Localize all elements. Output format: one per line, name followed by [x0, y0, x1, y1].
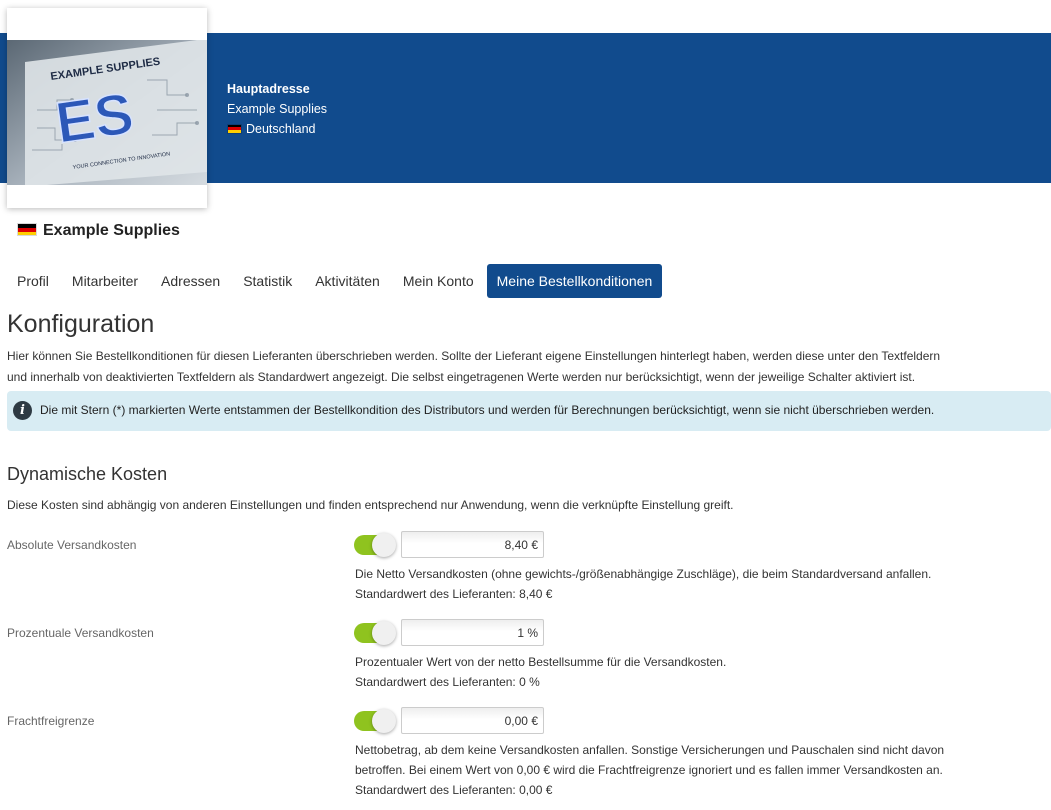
frachtfreigrenze-input[interactable]	[401, 707, 544, 734]
toggle-knob	[372, 709, 396, 733]
prozentuale-versandkosten-toggle[interactable]	[354, 623, 394, 643]
help-line: Standardwert des Lieferanten: 0 %	[355, 675, 540, 689]
section-description: Diese Kosten sind abhängig von anderen Einstellungen und finden entsprechend nur Anwendung, wenn die verknüpfte Einstellung greift.	[7, 498, 734, 512]
absolute-versandkosten-input[interactable]	[401, 531, 544, 558]
config-intro-line: und innerhalb von deaktivierten Textfeldern als Standardwert angezeigt. Die selbst eingetragenen Werte werden nur berücksichtigt, wenn der jeweilige Schalter aktiviert ist.	[7, 370, 916, 384]
company-name: Example Supplies	[43, 222, 180, 239]
germany-flag-icon	[17, 223, 37, 236]
help-line: Prozentualer Wert von der netto Bestellsumme für die Versandkosten.	[355, 655, 727, 669]
config-intro-line: Hier können Sie Bestellkonditionen für diesen Lieferanten überschrieben werden. Sollte der Lieferant eigene Einstellungen hinterlegt haben, werden diese unter den Textfeldern	[7, 349, 941, 363]
help-line: betroffen. Bei einem Wert von 0,00 € wird die Frachtfreigrenze ignoriert und es fallen immer Versandkosten an.	[355, 763, 943, 777]
supplier-tabs	[7, 264, 665, 298]
absolute-versandkosten-toggle[interactable]	[354, 535, 394, 555]
help-line: Nettobetrag, ab dem keine Versandkosten anfallen. Sonstige Versicherungen und Pauschalen sind nicht davon	[355, 743, 945, 757]
help-line: Standardwert des Lieferanten: 8,40 €	[355, 587, 553, 601]
logo-monogram: ES	[51, 80, 138, 156]
tab-mein-konto[interactable]: Mein Konto	[402, 273, 474, 289]
info-icon: i	[13, 401, 32, 420]
help-line: Die Netto Versandkosten (ohne gewichts-/größenabhängige Zuschläge), die beim Standardversand anfallen.	[355, 567, 932, 581]
address-country: Deutschland	[246, 122, 316, 136]
company-title	[17, 222, 180, 240]
address-country-line	[227, 119, 327, 139]
prozentuale-versandkosten-input[interactable]	[401, 619, 544, 646]
toggle-knob	[372, 533, 396, 557]
tab-aktivitaeten[interactable]: Aktivitäten	[315, 273, 380, 289]
main-address	[227, 79, 327, 139]
absolute-versandkosten-label: Absolute Versandkosten	[7, 538, 137, 552]
company-logo-card	[7, 8, 207, 208]
frachtfreigrenze-label: Frachtfreigrenze	[7, 714, 95, 728]
tab-statistik[interactable]: Statistik	[243, 273, 293, 289]
absolute-versandkosten-help	[355, 564, 995, 604]
config-intro	[7, 346, 1007, 388]
page-title: Konfiguration	[7, 310, 155, 338]
info-alert	[7, 391, 1051, 431]
section-title-dynamische-kosten: Dynamische Kosten	[7, 464, 168, 484]
info-alert-text: Die mit Stern (*) markierten Werte entstammen der Bestellkondition des Distributors und werden für Berechnungen berücksichtigt, wenn sie nicht überschrieben werden.	[40, 403, 935, 417]
help-line: Standardwert des Lieferanten: 0,00 €	[355, 783, 553, 797]
address-heading: Hauptadresse	[227, 82, 310, 96]
tab-adressen[interactable]: Adressen	[161, 273, 221, 289]
prozentuale-versandkosten-help	[355, 652, 995, 692]
tab-profil[interactable]: Profil	[17, 273, 49, 289]
tab-meine-bestellkonditionen[interactable]: Meine Bestellkonditionen	[487, 264, 663, 298]
toggle-knob	[372, 621, 396, 645]
logo-tagline: YOUR CONNECTION TO INNOVATION	[72, 151, 171, 171]
logo-top-text: EXAMPLE SUPPLIES	[49, 55, 161, 83]
address-company: Example Supplies	[227, 102, 328, 116]
frachtfreigrenze-help	[355, 740, 995, 800]
company-logo	[7, 40, 207, 185]
germany-flag-icon	[227, 124, 242, 134]
frachtfreigrenze-toggle[interactable]	[354, 711, 394, 731]
prozentuale-versandkosten-label: Prozentuale Versandkosten	[7, 626, 154, 640]
tab-mitarbeiter[interactable]: Mitarbeiter	[71, 273, 139, 289]
